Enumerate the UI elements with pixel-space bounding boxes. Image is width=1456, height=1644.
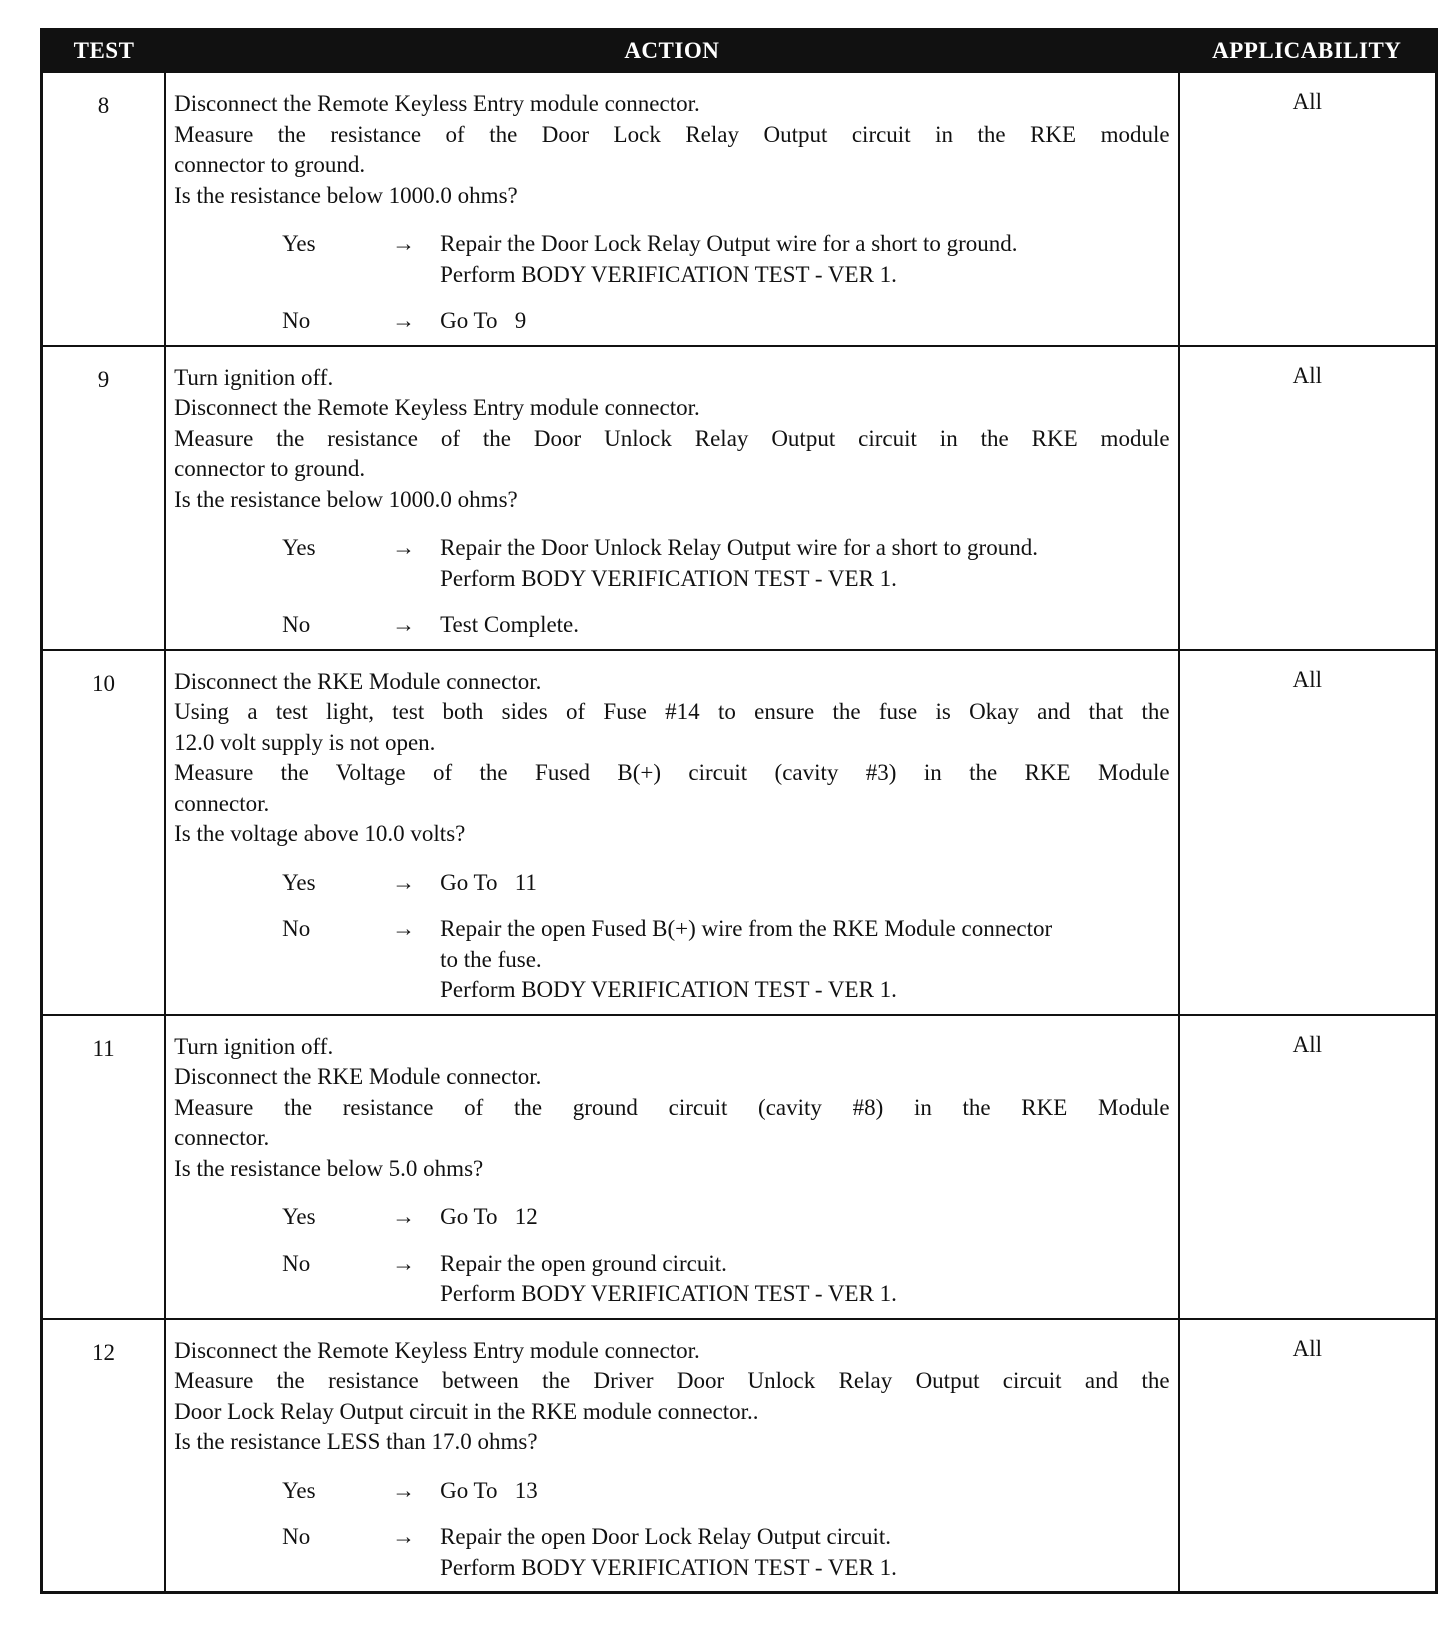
action-step: Measure the Voltage of the Fused B(+) circuit (cavity #3) in the RKE Module xyxy=(174,760,1170,785)
result-line: Repair the open Door Lock Relay Output circuit. xyxy=(440,1524,892,1549)
no-label: No xyxy=(282,916,311,941)
no-outcome xyxy=(174,1522,1169,1583)
no-label: No xyxy=(282,1524,311,1549)
no-outcome xyxy=(174,1249,1169,1310)
table-row xyxy=(42,650,1437,1015)
yes-result xyxy=(440,1476,1169,1507)
result-line: Go To 11 xyxy=(440,869,537,895)
action-step: Measure the resistance of the ground circuit (cavity #8) in the RKE Module xyxy=(174,1094,1170,1120)
header-action: ACTION xyxy=(165,30,1178,73)
no-outcome xyxy=(174,306,1169,337)
applicability-value: All xyxy=(1179,650,1437,1015)
action-step: connector to ground. xyxy=(174,152,366,177)
action-step: Turn ignition off. xyxy=(174,364,334,390)
table-row xyxy=(42,1319,1437,1593)
applicability-value: All xyxy=(1179,346,1437,650)
result-line: Perform BODY VERIFICATION TEST - VER 1. xyxy=(440,565,897,591)
no-result xyxy=(440,610,1169,641)
no-label: No xyxy=(282,308,311,333)
action-step: Measure the resistance of the Door Lock Relay Output circuit in the RKE module xyxy=(174,121,1170,147)
result-line: Repair the open ground circuit. xyxy=(440,1250,727,1276)
no-label: No xyxy=(282,612,311,637)
result-line: Go To 9 xyxy=(440,308,527,333)
action-step: Disconnect the RKE Module connector. xyxy=(174,1064,542,1089)
result-line: Perform BODY VERIFICATION TEST - VER 1. xyxy=(440,977,897,1002)
action-cell xyxy=(165,1319,1178,1593)
arrow-right-icon: → xyxy=(392,1204,416,1229)
result-line: Repair the Door Unlock Relay Output wire for a short to ground. xyxy=(440,535,1038,560)
result-line: Repair the open Fused B(+) wire from the RKE Module connector xyxy=(440,916,1053,941)
action-step: Door Lock Relay Output circuit in the RKE module connector.. xyxy=(174,1398,759,1424)
applicability-value: All xyxy=(1179,1015,1437,1319)
no-outcome xyxy=(174,610,1169,641)
arrow-right-icon: → xyxy=(392,1477,416,1503)
yes-outcome xyxy=(174,229,1169,290)
no-outcome xyxy=(174,914,1169,1006)
diagnostic-test-table xyxy=(40,28,1438,1594)
arrow-right-icon: → xyxy=(392,869,416,895)
yes-label: Yes xyxy=(282,1204,316,1229)
arrow-right-icon: → xyxy=(392,231,416,256)
action-step: Measure the resistance of the Door Unlock Relay Output circuit in the RKE module xyxy=(174,425,1170,451)
action-step: Measure the resistance between the Driver Door Unlock Relay Output circuit and the xyxy=(174,1368,1170,1393)
yes-outcome xyxy=(174,868,1169,899)
yes-result xyxy=(440,533,1169,594)
yes-label: Yes xyxy=(282,231,316,256)
yes-label: Yes xyxy=(282,1477,316,1503)
applicability-value: All xyxy=(1179,72,1437,346)
test-number: 8 xyxy=(42,72,166,346)
table-row xyxy=(42,346,1437,650)
no-result xyxy=(440,914,1169,1006)
result-line: Perform BODY VERIFICATION TEST - VER 1. xyxy=(440,1554,897,1580)
yes-result xyxy=(440,868,1169,899)
result-line: Go To 12 xyxy=(440,1204,538,1229)
action-step: connector. xyxy=(174,790,270,816)
header-test: TEST xyxy=(42,30,166,73)
yes-result xyxy=(440,1202,1169,1233)
action-step: 12.0 volt supply is not open. xyxy=(174,729,436,755)
yes-outcome xyxy=(174,533,1169,594)
action-step: Is the resistance below 1000.0 ohms? xyxy=(174,486,518,512)
action-step: Disconnect the Remote Keyless Entry module connector. xyxy=(174,1337,700,1363)
no-result xyxy=(440,1249,1169,1310)
arrow-right-icon: → xyxy=(392,1250,416,1276)
result-line: Test Complete. xyxy=(440,612,580,637)
action-step: Disconnect the RKE Module connector. xyxy=(174,668,542,694)
action-step: Is the voltage above 10.0 volts? xyxy=(174,821,466,846)
arrow-right-icon: → xyxy=(392,916,416,941)
yes-outcome xyxy=(174,1476,1169,1507)
action-cell xyxy=(165,1015,1178,1319)
result-line: Perform BODY VERIFICATION TEST - VER 1. xyxy=(440,1281,897,1306)
no-result xyxy=(440,306,1169,337)
action-step: Turn ignition off. xyxy=(174,1033,334,1059)
table-row xyxy=(42,72,1437,346)
applicability-value: All xyxy=(1179,1319,1437,1593)
table-header-row xyxy=(42,30,1437,73)
table-row xyxy=(42,1015,1437,1319)
yes-label: Yes xyxy=(282,869,316,895)
result-line: Go To 13 xyxy=(440,1477,538,1503)
action-cell xyxy=(165,346,1178,650)
arrow-right-icon: → xyxy=(392,535,416,560)
action-cell xyxy=(165,72,1178,346)
result-line: Repair the Door Lock Relay Output wire for a short to ground. xyxy=(440,231,1018,256)
action-step: Is the resistance below 5.0 ohms? xyxy=(174,1155,484,1181)
test-number: 11 xyxy=(42,1015,166,1319)
action-step: connector to ground. xyxy=(174,456,366,481)
arrow-right-icon: → xyxy=(392,308,416,333)
action-step: Disconnect the Remote Keyless Entry module connector. xyxy=(174,395,700,420)
result-line: to the fuse. xyxy=(440,946,542,972)
test-number: 9 xyxy=(42,346,166,650)
action-cell xyxy=(165,650,1178,1015)
action-step: connector. xyxy=(174,1125,270,1150)
action-step: Is the resistance LESS than 17.0 ohms? xyxy=(174,1429,538,1454)
arrow-right-icon: → xyxy=(392,612,416,637)
action-step: Disconnect the Remote Keyless Entry module connector. xyxy=(174,91,700,116)
header-applicability: APPLICABILITY xyxy=(1179,30,1437,73)
action-step: Is the resistance below 1000.0 ohms? xyxy=(174,182,518,208)
yes-label: Yes xyxy=(282,535,316,560)
no-label: No xyxy=(282,1250,311,1276)
result-line: Perform BODY VERIFICATION TEST - VER 1. xyxy=(440,261,897,287)
test-number: 10 xyxy=(42,650,166,1015)
arrow-right-icon: → xyxy=(392,1524,416,1549)
no-result xyxy=(440,1522,1169,1583)
yes-result xyxy=(440,229,1169,290)
test-number: 12 xyxy=(42,1319,166,1593)
action-step: Using a test light, test both sides of Fuse #14 to ensure the fuse is Okay and that the xyxy=(174,699,1170,724)
yes-outcome xyxy=(174,1202,1169,1233)
